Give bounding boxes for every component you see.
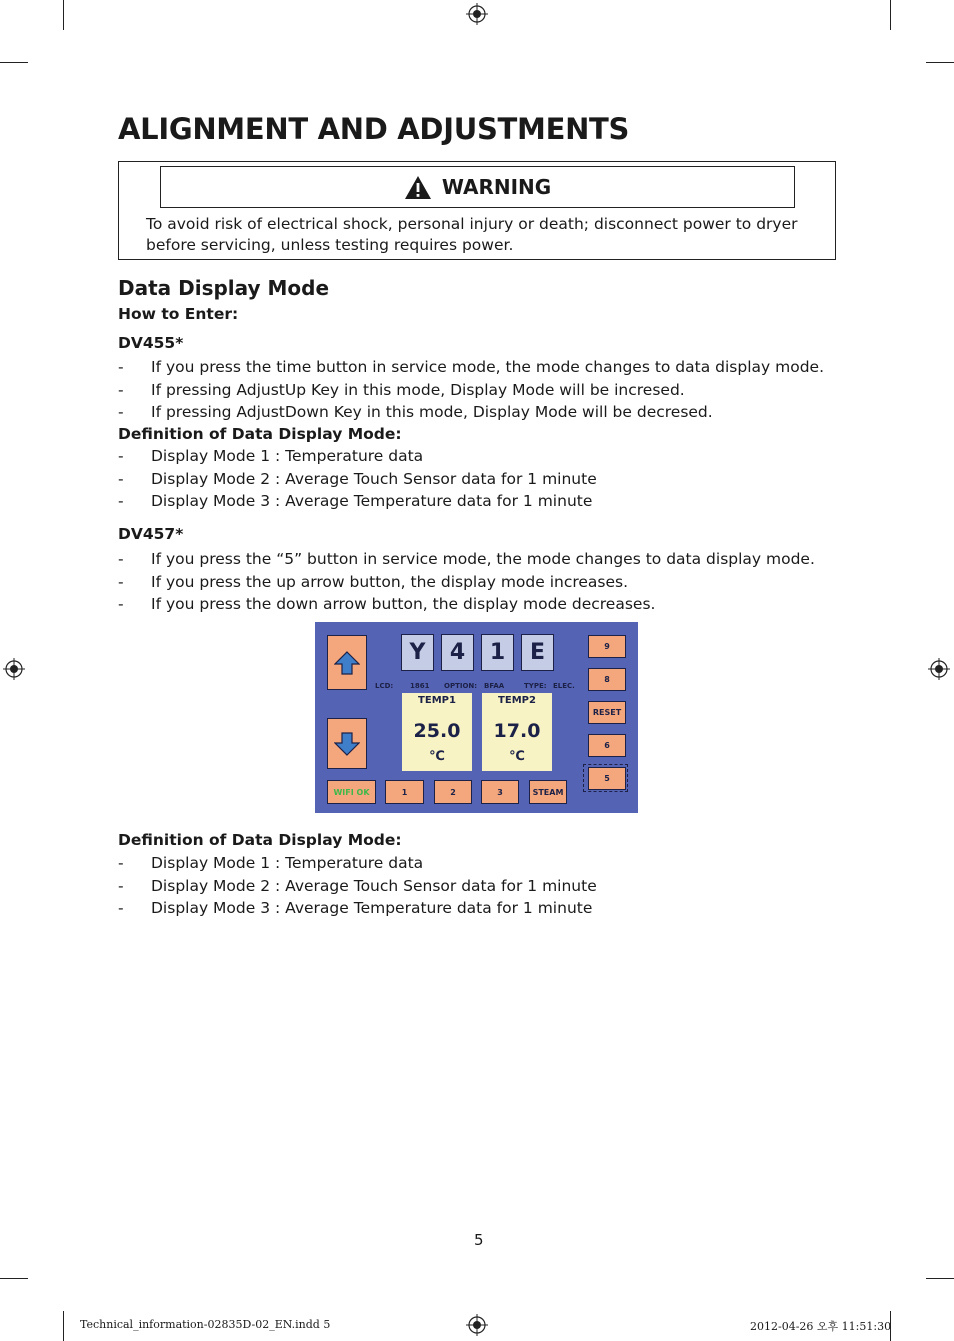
crop-mark [63,1311,64,1341]
wifi-ok-button[interactable]: WIFI OK [327,780,376,804]
definition-text: Display Mode 3 : Average Temperature data for 1 minute [151,492,593,510]
bullet-text: If you press the “5” button in service mode, the mode changes to data display mode. [151,550,815,568]
dv455-definition-heading: Deﬁnition of Data Display Mode: [118,425,402,443]
crop-mark [926,1278,954,1279]
option-label: OPTION: [444,682,478,690]
definition-text: Display Mode 1 : Temperature data [151,854,424,872]
up-arrow-button[interactable] [327,635,367,690]
list-item [118,468,597,491]
lcd-value: 1861 [410,682,430,690]
how-to-enter-heading: How to Enter: [118,305,239,323]
list-item [118,490,597,513]
bullet-dash: - [118,550,124,568]
bullet-dash: - [118,469,124,488]
lcd-label: LCD: [375,682,394,690]
button-5[interactable]: 5 [588,767,626,790]
button-1[interactable]: 1 [385,780,424,804]
temp2-unit: ℃ [509,749,525,764]
button-8[interactable]: 8 [588,668,626,691]
dv457-bullet-list [118,548,815,616]
temp2-display [482,693,552,771]
page-number: 5 [474,1231,484,1249]
bullet-dash: - [118,595,124,613]
highlight-outline [583,764,628,792]
warning-header [160,166,795,208]
list-item [118,548,815,571]
registration-mark-icon [466,3,488,25]
crop-mark [0,1278,28,1279]
bullet-dash: - [118,403,124,421]
definition-text: Display Mode 2 : Average Touch Sensor data for 1 minute [151,876,597,895]
list-item [118,379,824,402]
list-item [118,571,815,594]
list-item [118,897,597,920]
temp1-display [402,693,472,771]
crop-mark [890,0,891,30]
button-6[interactable]: 6 [588,734,626,757]
bullet-dash: - [118,876,124,895]
bullet-text: If pressing AdjustDown Key in this mode, Display Mode will be decresed. [151,403,713,421]
reset-button[interactable]: RESET [588,701,626,724]
bullet-dash: - [118,358,124,376]
bullet-text: If you press the up arrow button, the display mode increases. [151,572,629,591]
warning-box [118,161,836,260]
temp1-unit: ℃ [429,749,445,764]
temp2-label: TEMP2 [498,695,536,706]
dv455-definition-list [118,445,597,513]
arrow-up-icon [334,651,360,675]
page-title: ALIGNMENT AND ADJUSTMENTS [118,112,630,146]
dv455-bullet-list [118,356,824,424]
type-value: ELEC. [553,682,575,690]
bullet-dash: - [118,447,124,465]
temp2-value: 17.0 [493,720,541,742]
crop-mark [0,62,28,63]
bullet-dash: - [118,854,124,872]
list-item [118,875,597,898]
option-value: BFAA [484,682,505,690]
warning-label: WARNING [441,175,552,199]
footer-timestamp: 2012-04-26 오후 11:51:30 [750,1320,892,1333]
registration-mark-icon [466,1314,488,1336]
definition-text: Display Mode 3 : Average Temperature data for 1 minute [151,899,593,917]
bullet-text: If you press the down arrow button, the display mode decreases. [151,595,656,613]
display-digit: 4 [441,634,474,671]
warning-text: To avoid risk of electrical shock, personal injury or death; disconnect power to dryer before servicing, unless testing requires power. [146,215,798,254]
list-item [118,593,815,616]
dv457-definition-list [118,852,597,920]
footer-file-name: Technical_information-02835D-02_EN.indd 5 [80,1318,331,1331]
type-label: TYPE: [524,682,547,690]
bullet-dash: - [118,380,124,399]
steam-button[interactable]: STEAM [529,780,567,804]
down-arrow-button[interactable] [327,718,367,769]
display-digit: 1 [481,634,514,671]
registration-mark-icon [3,658,25,680]
definition-text: Display Mode 1 : Temperature data [151,447,424,465]
control-panel [315,622,638,813]
display-digit: E [521,634,554,671]
button-9[interactable]: 9 [588,635,626,658]
temp1-value: 25.0 [413,720,461,742]
temp1-label: TEMP1 [418,695,456,706]
crop-mark [926,62,954,63]
bullet-text: If you press the time button in service mode, the mode changes to data display mode. [151,358,824,376]
list-item [118,852,597,875]
list-item [118,445,597,468]
dv455-heading: DV455* [118,334,184,352]
crop-mark [63,0,64,30]
button-3[interactable]: 3 [481,780,519,804]
warning-triangle-icon [404,175,432,200]
button-2[interactable]: 2 [434,780,472,804]
bullet-dash: - [118,492,124,510]
list-item [118,401,824,424]
arrow-down-icon [334,732,360,756]
bullet-dash: - [118,899,124,917]
dv457-heading: DV457* [118,525,184,543]
bullet-text: If pressing AdjustUp Key in this mode, Display Mode will be incresed. [151,380,685,399]
registration-mark-icon [928,658,950,680]
list-item [118,356,824,379]
bullet-dash: - [118,572,124,591]
display-digit: Y [401,634,434,671]
section-title: Data Display Mode [118,276,330,300]
dv457-definition-heading: Deﬁnition of Data Display Mode: [118,831,402,849]
definition-text: Display Mode 2 : Average Touch Sensor data for 1 minute [151,469,597,488]
